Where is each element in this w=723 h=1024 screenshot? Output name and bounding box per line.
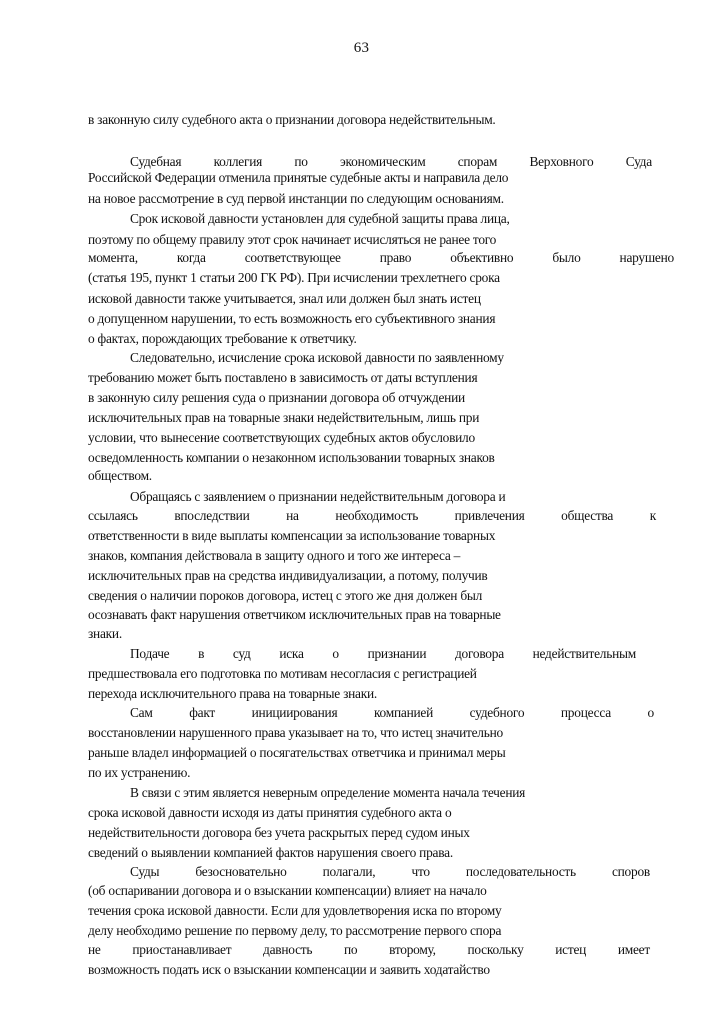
word: к	[649, 508, 656, 523]
text-line	[130, 705, 654, 721]
text-line: В связи с этим является неверным определение момента начала течения	[130, 785, 526, 800]
word: иска	[279, 646, 304, 661]
word: давность	[263, 942, 313, 957]
text-line: возможность подать иск о взыскании компенсации и заявить ходатайство	[88, 962, 490, 977]
word: коллегия	[213, 154, 263, 169]
word: безосновательно	[195, 864, 287, 879]
word: когда	[176, 250, 206, 265]
word: по	[294, 154, 308, 169]
word: имеет	[617, 942, 650, 957]
word: было	[552, 250, 581, 265]
text-line: раньше владел информацией о посягательствах ответчика и принимал меры	[88, 745, 506, 760]
word: Судебная	[130, 154, 182, 169]
word: нарушено	[619, 250, 674, 265]
text-line: сведений о выявлении компанией фактов нарушения своего права.	[88, 845, 453, 860]
word: о	[332, 646, 339, 661]
word: недействительным	[532, 646, 636, 661]
word: суд	[232, 646, 251, 661]
text-line: исключительных прав на средства индивидуализации, а потому, получив	[88, 568, 488, 583]
text-line: в законную силу судебного акта о признании договора недействительным.	[88, 112, 496, 127]
word: второму,	[389, 942, 436, 957]
text-line: Следовательно, исчисление срока исковой давности по заявленному	[130, 350, 504, 365]
word: инициирования	[251, 705, 338, 720]
word: ссылаясь	[88, 508, 138, 523]
text-line: осведомленность компании о незаконном использовании товарных знаков	[88, 450, 495, 465]
word: споров	[611, 864, 650, 879]
text-line: о допущенном нарушении, то есть возможность его субъективного знания	[88, 311, 496, 326]
word: в	[198, 646, 205, 661]
text-line: условии, что вынесение соответствующих судебных актов обусловило	[88, 430, 475, 445]
word: процесса	[560, 705, 611, 720]
word: судебного	[469, 705, 525, 720]
text-line: знаки.	[88, 626, 122, 641]
word: соответствующее	[244, 250, 341, 265]
text-line	[130, 646, 636, 662]
word: факт	[189, 705, 216, 720]
word: Суда	[625, 154, 652, 169]
text-line: Срок исковой давности установлен для судебной защиты права лица,	[130, 211, 510, 226]
page-number: 63	[353, 40, 370, 56]
text-line: о фактах, порождающих требование к ответчику.	[88, 331, 357, 346]
text-line	[88, 942, 650, 958]
text-line: исковой давности также учитывается, знал или должен был знать истец	[88, 291, 481, 306]
word: Подаче	[130, 646, 170, 661]
word: впоследствии	[174, 508, 250, 523]
text-line: Российской Федерации отменила принятые судебные акты и направила дело	[88, 170, 509, 185]
word: признании	[367, 646, 427, 661]
text-line: Обращаясь с заявлением о признании недействительным договора и	[130, 489, 506, 504]
text-line: на новое рассмотрение в суд первой инстанции по следующим основаниям.	[88, 191, 504, 206]
word: момента,	[88, 250, 138, 265]
text-line: ответственности в виде выплаты компенсации за использование товарных	[88, 528, 496, 543]
text-line: осознавать факт нарушения ответчиком исключительных прав на товарные	[88, 607, 501, 622]
text-line: сведения о наличии пороков договора, истец с этого же дня должен был	[88, 588, 483, 603]
text-line: недействительности договора без учета раскрытых перед судом иных	[88, 825, 470, 840]
word: поскольку	[467, 942, 524, 957]
word: на	[286, 508, 299, 523]
text-line	[130, 154, 652, 170]
word: не	[88, 942, 101, 957]
text-line: восстановлении нарушенного права указывает на то, что истец значительно	[88, 725, 503, 740]
word: Суды	[130, 864, 160, 879]
text-line: (статья 195, пункт 1 статьи 200 ГК РФ). При исчислении трехлетнего срока	[88, 270, 500, 285]
word: общества	[561, 508, 614, 523]
word: Сам	[130, 705, 153, 720]
text-line: по их устранению.	[88, 765, 191, 780]
text-line: перехода исключительного права на товарные знаки.	[88, 686, 377, 701]
text-line: течения срока исковой давности. Если для удовлетворения иска по второму	[88, 903, 502, 918]
word: необходимость	[335, 508, 419, 523]
word: Верховного	[529, 154, 594, 169]
word: спорам	[457, 154, 498, 169]
word: объективно	[450, 250, 514, 265]
word: экономическим	[340, 154, 426, 169]
word: приостанавливает	[132, 942, 232, 957]
text-line	[130, 864, 650, 880]
word: полагали,	[322, 864, 376, 879]
text-line: срока исковой давности исходя из даты принятия судебного акта о	[88, 805, 452, 820]
word: по	[343, 942, 358, 957]
text-line: знаков, компания действовала в защиту одного и того же интереса –	[88, 548, 461, 563]
word: право	[379, 250, 412, 265]
word: компанией	[373, 705, 434, 720]
text-line	[88, 250, 674, 266]
text-line: предшествовала его подготовка по мотивам несогласия с регистрацией	[88, 666, 477, 681]
text-line: требованию может быть поставлено в зависимость от даты вступления	[88, 370, 478, 385]
text-line: в законную силу решения суда о признании договора об отчуждении	[88, 390, 465, 405]
word: привлечения	[454, 508, 525, 523]
text-line: обществом.	[88, 468, 152, 483]
text-line: (об оспаривании договора и о взыскании компенсации) влияет на начало	[88, 883, 487, 898]
word: о	[647, 705, 654, 720]
text-line	[88, 508, 656, 524]
text-line: поэтому по общему правилу этот срок начинает исчисляться не ранее того	[88, 232, 497, 247]
word: истец	[555, 942, 587, 957]
text-line: делу необходимо решение по первому делу, то рассмотрение первого спора	[88, 923, 502, 938]
text-line: исключительных прав на товарные знаки недействительным, лишь при	[88, 410, 480, 425]
word: последовательность	[465, 864, 576, 879]
word: договора	[454, 646, 504, 661]
word: что	[411, 864, 430, 879]
